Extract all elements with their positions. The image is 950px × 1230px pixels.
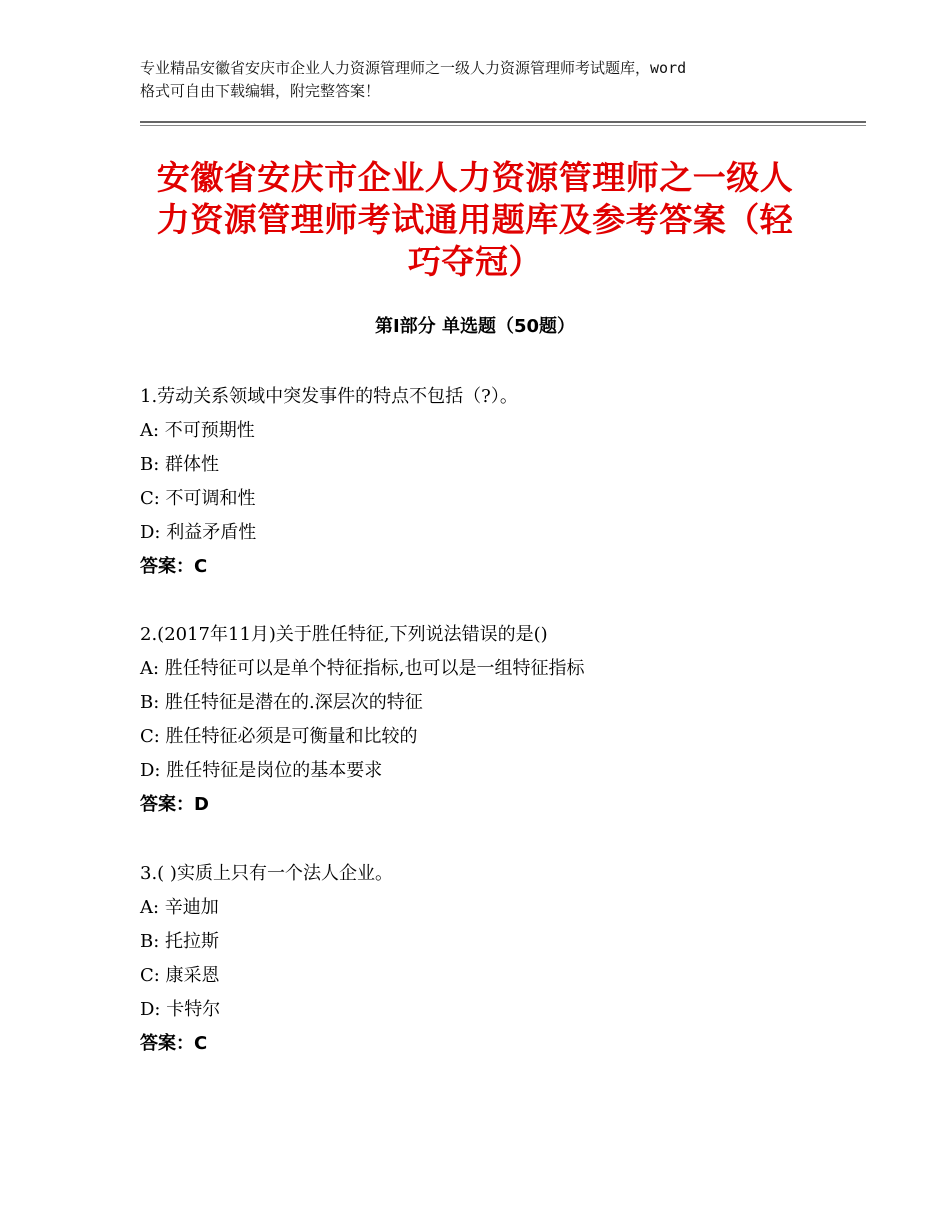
section-title: 第Ⅰ部分 单选题（50题） bbox=[374, 316, 575, 337]
question-3 bbox=[140, 857, 840, 1061]
header-note bbox=[140, 57, 830, 103]
question-2 bbox=[140, 618, 840, 822]
option-b: B: 群体性 bbox=[140, 454, 220, 475]
answer: 答案：D bbox=[140, 794, 209, 815]
question-stem: 1.劳动关系领域中突发事件的特点不包括（?）。 bbox=[140, 386, 518, 407]
answer: 答案：C bbox=[140, 1033, 208, 1054]
document-title-line2: 力资源管理师考试通用题库及参考答案（轻 bbox=[156, 200, 794, 239]
header-divider-thin bbox=[140, 125, 866, 126]
document-title-line3: 巧夺冠） bbox=[408, 242, 542, 281]
option-c: C: 康采恩 bbox=[140, 965, 220, 986]
option-d: D: 胜任特征是岗位的基本要求 bbox=[140, 760, 383, 781]
option-c: C: 不可调和性 bbox=[140, 488, 256, 509]
option-c: C: 胜任特征必须是可衡量和比较的 bbox=[140, 726, 418, 747]
document-title-line1: 安徽省安庆市企业人力资源管理师之一级人 bbox=[156, 158, 794, 197]
question-stem: 3.( )实质上只有一个法人企业。 bbox=[140, 863, 393, 884]
option-a: A: 辛迪加 bbox=[140, 897, 219, 918]
option-a: A: 胜任特征可以是单个特征指标,也可以是一组特征指标 bbox=[140, 658, 585, 679]
option-d: D: 利益矛盾性 bbox=[140, 522, 257, 543]
question-stem: 2.(2017年11月)关于胜任特征,下列说法错误的是() bbox=[140, 624, 548, 645]
header-note-line2: 格式可自由下载编辑，附完整答案！ bbox=[140, 82, 381, 100]
header-divider-thick bbox=[140, 121, 866, 123]
answer: 答案：C bbox=[140, 556, 208, 577]
option-a: A: 不可预期性 bbox=[140, 420, 255, 441]
document-title bbox=[140, 157, 810, 283]
question-1 bbox=[140, 380, 840, 584]
option-b: B: 胜任特征是潜在的.深层次的特征 bbox=[140, 692, 423, 713]
header-note-line1: 专业精品安徽省安庆市企业人力资源管理师之一级人力资源管理师考试题库，word bbox=[140, 59, 687, 77]
option-d: D: 卡特尔 bbox=[140, 999, 221, 1020]
option-b: B: 托拉斯 bbox=[140, 931, 220, 952]
